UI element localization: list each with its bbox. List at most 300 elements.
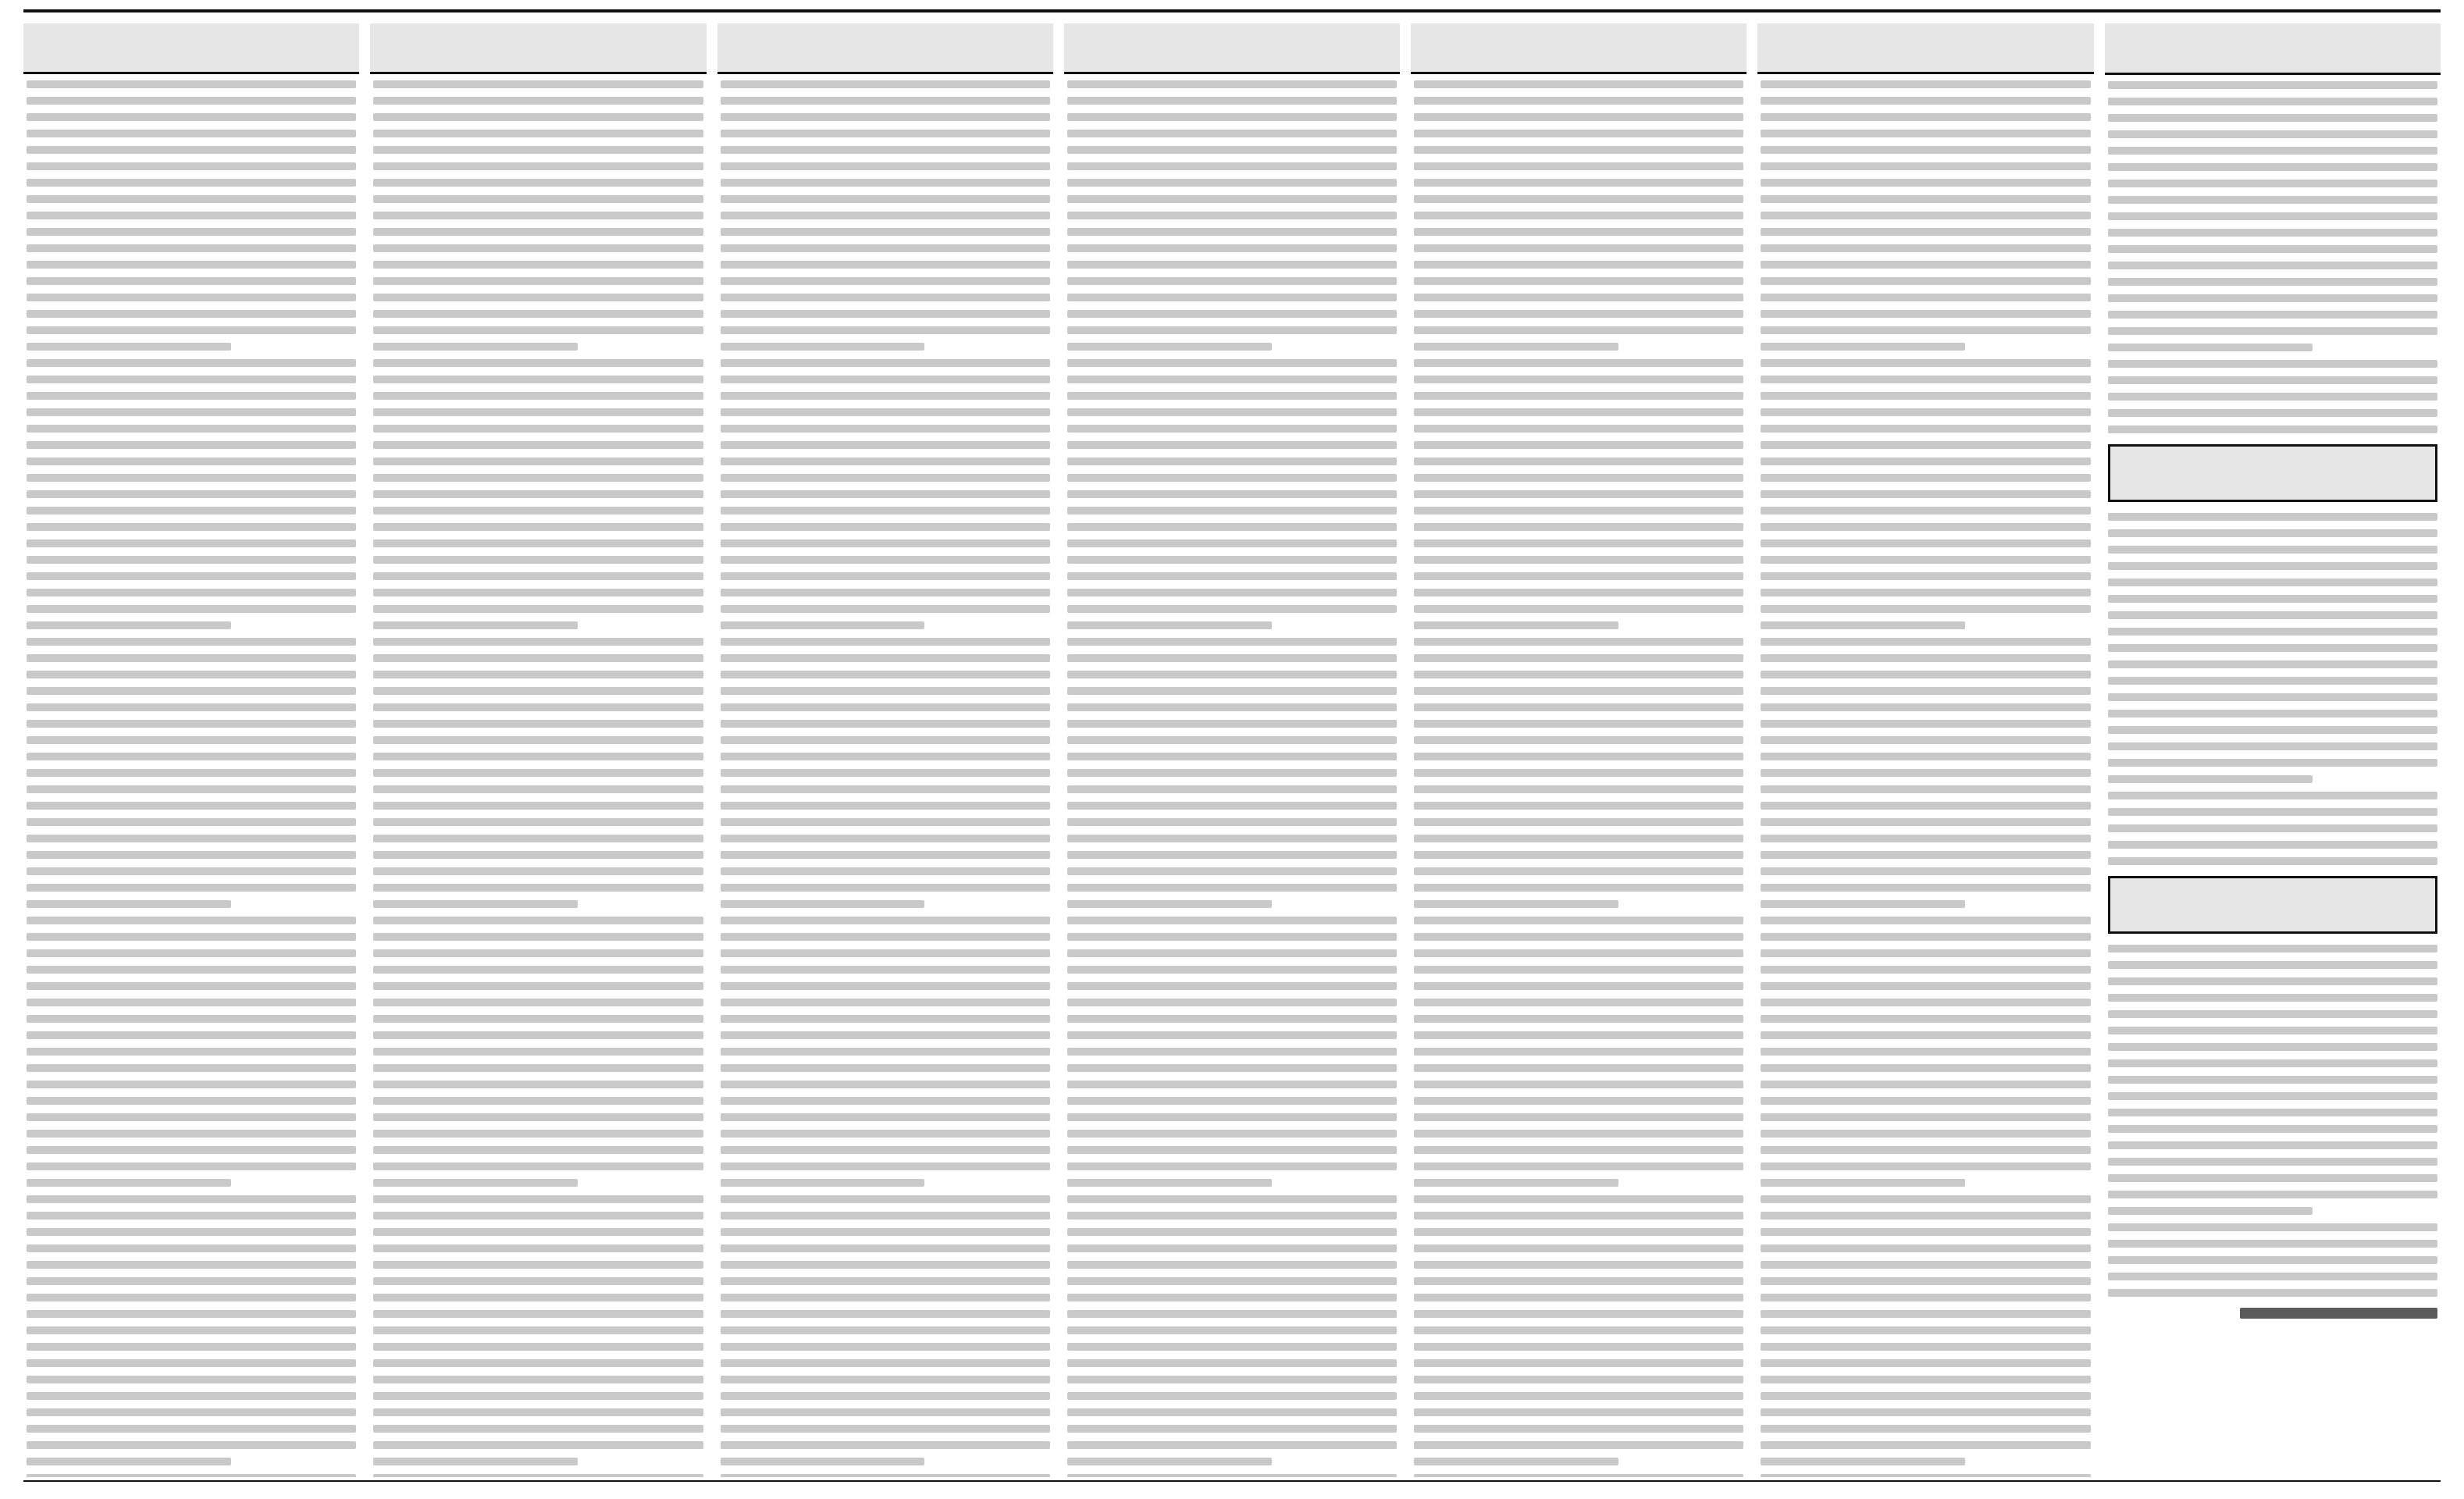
text-line	[2108, 628, 2437, 636]
text-line	[373, 1031, 703, 1039]
text-line	[2108, 229, 2437, 237]
text-line	[721, 949, 1050, 957]
text-line	[27, 736, 356, 744]
text-line	[1761, 1179, 1965, 1187]
text-line	[373, 261, 703, 269]
text-line	[373, 769, 703, 777]
text-line	[27, 507, 356, 515]
text-line	[373, 80, 703, 88]
text-line	[1761, 277, 2090, 285]
text-line	[721, 228, 1050, 236]
text-line	[27, 654, 356, 662]
text-line	[2108, 1092, 2437, 1100]
text-line	[1067, 1343, 1397, 1351]
text-line	[721, 1212, 1050, 1219]
text-line	[721, 638, 1050, 646]
text-line	[1761, 294, 2090, 301]
text-line	[721, 720, 1050, 728]
text-line	[1761, 97, 2090, 105]
text-line	[1067, 195, 1397, 203]
text-line	[373, 113, 703, 121]
text-line	[27, 474, 356, 482]
text-line	[721, 179, 1050, 187]
text-line	[27, 179, 356, 187]
text-line	[373, 310, 703, 318]
text-line	[1761, 1081, 2090, 1088]
text-line	[27, 818, 356, 826]
text-line	[373, 392, 703, 400]
text-line	[721, 539, 1050, 547]
text-line	[2108, 742, 2437, 750]
text-line	[2108, 98, 2437, 105]
text-line	[373, 1376, 703, 1383]
text-line	[1761, 474, 2090, 482]
text-line	[1761, 458, 2090, 465]
text-line	[1414, 310, 1743, 318]
text-line	[2108, 977, 2437, 985]
text-line	[1067, 162, 1397, 170]
text-line	[721, 425, 1050, 433]
text-line	[1067, 1130, 1397, 1138]
text-line	[373, 982, 703, 990]
text-line	[27, 1474, 356, 1477]
text-line	[27, 1064, 356, 1072]
text-line	[1761, 1031, 2090, 1039]
column-header	[2105, 23, 2441, 75]
text-line	[2108, 1256, 2437, 1264]
text-line	[721, 867, 1050, 875]
text-line	[2108, 163, 2437, 171]
text-line	[1761, 1048, 2090, 1056]
text-line	[1414, 1359, 1743, 1367]
text-line	[373, 408, 703, 416]
text-line	[27, 277, 356, 285]
column-header	[23, 23, 359, 74]
text-line	[1067, 687, 1397, 695]
text-line	[721, 1048, 1050, 1056]
text-line	[2108, 961, 2437, 969]
text-line	[2108, 644, 2437, 652]
text-line	[1067, 539, 1397, 547]
text-line	[27, 999, 356, 1006]
text-line	[721, 818, 1050, 826]
text-line	[721, 1195, 1050, 1203]
text-line	[1761, 638, 2090, 646]
text-line	[1414, 802, 1743, 810]
text-line	[2108, 824, 2437, 832]
text-line	[2108, 1109, 2437, 1116]
text-line	[2108, 1191, 2437, 1198]
text-line	[1761, 687, 2090, 695]
text-line	[2108, 1174, 2437, 1182]
column-1	[23, 23, 359, 1477]
text-line	[1761, 605, 2090, 613]
text-line	[721, 113, 1050, 121]
text-line	[1067, 1244, 1397, 1252]
text-line	[1414, 146, 1743, 154]
text-line	[27, 1228, 356, 1236]
text-line	[1761, 1244, 2090, 1252]
text-line	[27, 441, 356, 449]
text-line	[1761, 359, 2090, 367]
text-line	[27, 900, 231, 908]
text-line	[721, 310, 1050, 318]
text-line	[373, 490, 703, 498]
text-line	[1414, 605, 1743, 613]
text-line	[1067, 130, 1397, 137]
text-line	[27, 835, 356, 842]
text-line	[373, 1179, 578, 1187]
text-line	[1067, 376, 1397, 383]
text-line	[27, 130, 356, 137]
text-line	[27, 146, 356, 154]
text-line	[373, 1244, 703, 1252]
text-line	[1761, 507, 2090, 515]
text-line	[721, 736, 1050, 744]
text-line	[373, 736, 703, 744]
text-line	[373, 1195, 703, 1203]
text-line	[373, 326, 703, 334]
text-line	[27, 1244, 356, 1252]
text-line	[27, 294, 356, 301]
text-line	[1067, 1064, 1397, 1072]
text-line	[1414, 1064, 1743, 1072]
text-line	[2108, 1043, 2437, 1051]
text-line	[27, 1031, 356, 1039]
text-line	[1067, 1392, 1397, 1400]
text-line	[1761, 589, 2090, 596]
text-line	[1761, 376, 2090, 383]
column-3	[717, 23, 1053, 1477]
text-line	[27, 1343, 356, 1351]
text-line	[27, 408, 356, 416]
text-line	[27, 425, 356, 433]
text-line	[1761, 1130, 2090, 1138]
text-line	[1414, 294, 1743, 301]
text-line	[1414, 179, 1743, 187]
text-line	[1761, 654, 2090, 662]
text-line	[373, 162, 703, 170]
text-line	[1761, 1212, 2090, 1219]
text-line	[721, 933, 1050, 941]
text-line	[2108, 1207, 2313, 1215]
text-line	[721, 130, 1050, 137]
text-line	[1414, 982, 1743, 990]
text-line	[721, 589, 1050, 596]
text-line	[1761, 195, 2090, 203]
text-line	[1414, 1310, 1743, 1318]
text-line	[2108, 1240, 2437, 1248]
text-line	[1761, 179, 2090, 187]
text-line	[373, 1441, 703, 1449]
text-line	[1067, 589, 1397, 596]
text-line	[721, 1163, 1050, 1170]
column-5	[1411, 23, 1747, 1477]
text-line	[1067, 490, 1397, 498]
text-line	[1761, 408, 2090, 416]
text-line	[1067, 1277, 1397, 1285]
text-line	[373, 441, 703, 449]
text-line	[1414, 687, 1743, 695]
text-line	[721, 326, 1050, 334]
text-line	[27, 1392, 356, 1400]
text-line	[1761, 769, 2090, 777]
text-block	[1067, 80, 1397, 1477]
text-line	[1761, 1064, 2090, 1072]
text-line	[373, 376, 703, 383]
text-line	[1067, 408, 1397, 416]
text-line	[373, 359, 703, 367]
text-line	[721, 703, 1050, 711]
text-line	[27, 1015, 356, 1023]
text-line	[27, 392, 356, 400]
text-line	[1067, 769, 1397, 777]
column-header	[717, 23, 1053, 74]
text-line	[1067, 1048, 1397, 1056]
text-line	[1414, 1326, 1743, 1334]
text-line	[2108, 1158, 2437, 1166]
text-line	[1414, 1113, 1743, 1121]
text-line	[1067, 703, 1397, 711]
text-line	[1414, 474, 1743, 482]
text-line	[1761, 1458, 1965, 1465]
text-line	[2108, 529, 2437, 537]
text-line	[373, 458, 703, 465]
text-line	[2108, 180, 2437, 187]
text-line	[27, 720, 356, 728]
text-line	[1414, 212, 1743, 219]
text-line	[27, 605, 356, 613]
text-line	[1761, 343, 1965, 351]
text-line	[1067, 1195, 1397, 1203]
text-line	[27, 851, 356, 859]
text-line	[27, 490, 356, 498]
bottom-rule	[23, 1480, 2441, 1482]
text-line	[373, 523, 703, 531]
text-line	[1067, 736, 1397, 744]
text-line	[721, 441, 1050, 449]
text-line	[373, 556, 703, 564]
text-line	[721, 1015, 1050, 1023]
text-line	[2108, 212, 2437, 220]
text-line	[1414, 851, 1743, 859]
text-line	[1414, 130, 1743, 137]
text-line	[721, 999, 1050, 1006]
section-box	[2108, 444, 2437, 502]
text-block	[721, 80, 1050, 1477]
column-body	[1411, 74, 1747, 1477]
text-line	[373, 1146, 703, 1154]
text-line	[1414, 1441, 1743, 1449]
text-line	[1067, 80, 1397, 88]
text-line	[1414, 195, 1743, 203]
text-line	[721, 507, 1050, 515]
text-line	[1761, 949, 2090, 957]
text-line	[1067, 458, 1397, 465]
text-line	[1067, 359, 1397, 367]
text-line	[1067, 1212, 1397, 1219]
text-line	[721, 343, 925, 351]
text-line	[1414, 1425, 1743, 1433]
text-line	[373, 785, 703, 793]
text-line	[27, 326, 356, 334]
text-line	[1067, 392, 1397, 400]
text-line	[27, 638, 356, 646]
text-line	[1761, 1097, 2090, 1105]
text-line	[721, 392, 1050, 400]
text-line	[27, 1113, 356, 1121]
text-line	[1067, 1310, 1397, 1318]
text-line	[1761, 1392, 2090, 1400]
text-line	[721, 408, 1050, 416]
text-line	[373, 851, 703, 859]
text-line	[2108, 294, 2437, 302]
text-line	[1067, 1294, 1397, 1301]
text-line	[1761, 1441, 2090, 1449]
text-line	[2108, 1010, 2437, 1018]
column-body	[370, 74, 706, 1477]
text-line	[721, 1064, 1050, 1072]
text-line	[27, 359, 356, 367]
text-line	[1067, 1425, 1397, 1433]
text-line	[373, 1359, 703, 1367]
text-line	[1067, 1376, 1397, 1383]
text-line	[721, 769, 1050, 777]
text-line	[1761, 523, 2090, 531]
text-line	[373, 703, 703, 711]
text-line	[1761, 851, 2090, 859]
text-line	[721, 1392, 1050, 1400]
text-line	[1067, 1163, 1397, 1170]
text-line	[1067, 294, 1397, 301]
text-line	[1414, 621, 1618, 629]
text-line	[2108, 114, 2437, 122]
text-line	[1067, 654, 1397, 662]
text-line	[1761, 1343, 2090, 1351]
text-line	[373, 572, 703, 580]
text-line	[1067, 1228, 1397, 1236]
text-line	[373, 1474, 703, 1477]
text-line	[1761, 917, 2090, 924]
text-line	[1414, 507, 1743, 515]
text-line	[373, 1261, 703, 1269]
text-line	[2108, 660, 2437, 668]
text-line	[1761, 310, 2090, 318]
text-line	[1067, 933, 1397, 941]
text-line	[1761, 80, 2090, 88]
text-line	[27, 1458, 231, 1465]
text-line	[721, 900, 925, 908]
text-line	[721, 687, 1050, 695]
text-line	[1067, 802, 1397, 810]
text-line	[721, 1376, 1050, 1383]
text-line	[1067, 982, 1397, 990]
text-line	[721, 802, 1050, 810]
classified-columns	[23, 23, 2441, 1477]
text-line	[721, 671, 1050, 678]
text-line	[2108, 1076, 2437, 1084]
text-line	[373, 1015, 703, 1023]
text-line	[1067, 179, 1397, 187]
text-line	[1761, 671, 2090, 678]
section-box	[2108, 876, 2437, 934]
text-line	[2108, 393, 2437, 401]
text-line	[1067, 228, 1397, 236]
text-line	[373, 589, 703, 596]
text-line	[1414, 1048, 1743, 1056]
text-line	[2108, 311, 2437, 319]
text-line	[1067, 326, 1397, 334]
text-line	[1414, 261, 1743, 269]
text-line	[373, 1064, 703, 1072]
text-line	[1067, 1015, 1397, 1023]
text-line	[373, 671, 703, 678]
text-line	[1067, 572, 1397, 580]
text-line	[373, 277, 703, 285]
text-line	[1067, 523, 1397, 531]
text-line	[2108, 81, 2437, 89]
text-line	[2108, 677, 2437, 685]
text-line	[721, 753, 1050, 760]
text-line	[2108, 808, 2437, 816]
text-line	[721, 1458, 925, 1465]
text-line	[1067, 441, 1397, 449]
text-line	[1414, 490, 1743, 498]
text-line	[721, 1130, 1050, 1138]
text-line	[1414, 1392, 1743, 1400]
text-line	[721, 851, 1050, 859]
text-line	[2108, 1223, 2437, 1231]
text-line	[1414, 1130, 1743, 1138]
text-line	[1761, 130, 2090, 137]
text-line	[1067, 310, 1397, 318]
column-body	[2105, 75, 2441, 1477]
text-line	[2108, 130, 2437, 138]
text-line	[373, 867, 703, 875]
text-line	[721, 1326, 1050, 1334]
text-line	[1761, 720, 2090, 728]
text-line	[27, 982, 356, 990]
text-line	[1414, 1212, 1743, 1219]
text-line	[2108, 579, 2437, 586]
text-line	[27, 97, 356, 105]
text-line	[1761, 966, 2090, 974]
text-line	[27, 1212, 356, 1219]
text-line	[27, 162, 356, 170]
text-line	[1414, 539, 1743, 547]
text-line	[2108, 546, 2437, 554]
publication-date	[2240, 1308, 2437, 1319]
text-line	[1761, 1359, 2090, 1367]
text-line	[1414, 458, 1743, 465]
text-line	[27, 671, 356, 678]
text-line	[373, 1343, 703, 1351]
text-line	[1414, 769, 1743, 777]
text-line	[1414, 638, 1743, 646]
text-line	[1414, 1408, 1743, 1416]
text-line	[27, 1195, 356, 1203]
text-line	[1761, 753, 2090, 760]
text-line	[1067, 474, 1397, 482]
text-line	[721, 1294, 1050, 1301]
text-line	[1067, 1179, 1272, 1187]
text-line	[1414, 867, 1743, 875]
text-line	[1414, 589, 1743, 596]
text-line	[373, 146, 703, 154]
text-line	[373, 343, 578, 351]
text-line	[1414, 441, 1743, 449]
text-line	[1761, 999, 2090, 1006]
